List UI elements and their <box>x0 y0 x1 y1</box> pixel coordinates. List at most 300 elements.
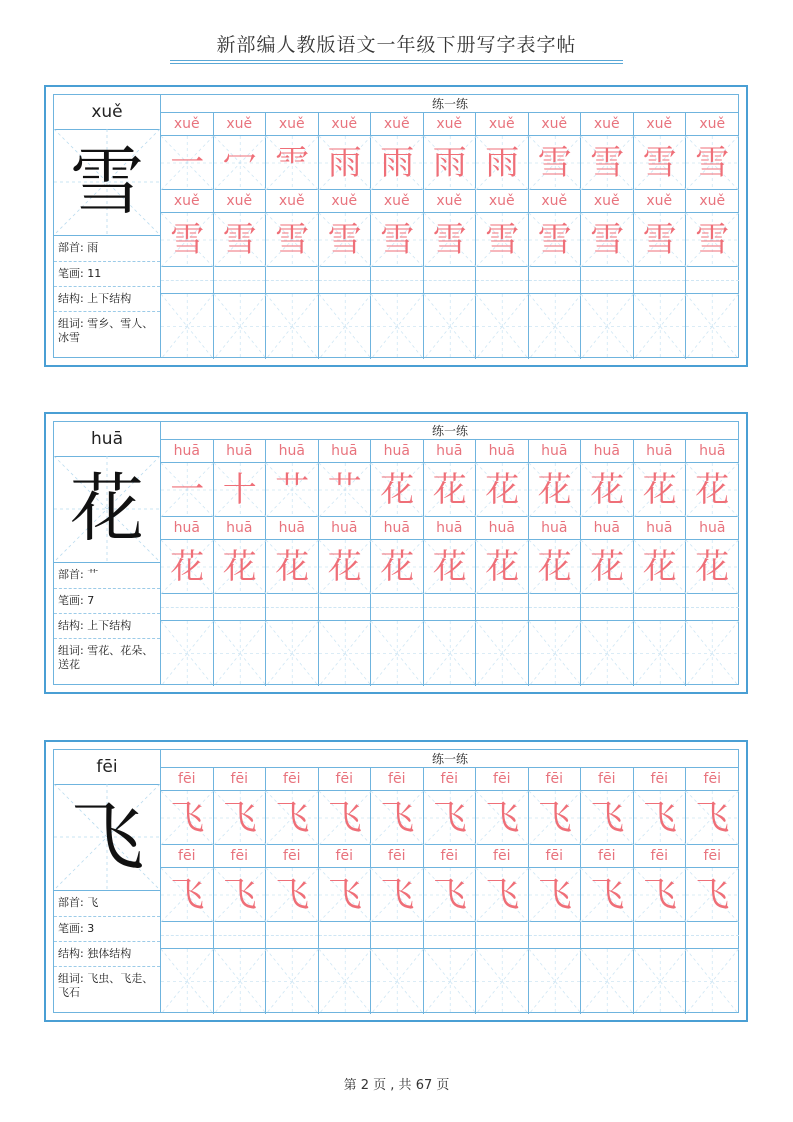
char-model: 雪 <box>70 139 144 225</box>
pinyin-cell: huā <box>529 517 582 540</box>
blank-pinyin-cell[interactable] <box>319 267 372 294</box>
blank-writing-cell[interactable] <box>424 294 477 359</box>
trace-char: 雨 <box>432 143 467 183</box>
trace-char: 艹 <box>275 470 310 510</box>
pinyin-cell: fēi <box>581 845 634 868</box>
pinyin-cell: xuě <box>161 113 214 136</box>
trace-cell <box>266 463 319 517</box>
blank-pinyin-cell[interactable] <box>581 267 634 294</box>
trace-cell <box>424 868 477 922</box>
trace-char: 飞 <box>222 875 257 915</box>
pinyin-cell: xuě <box>319 113 372 136</box>
trace-cell <box>476 136 529 190</box>
blank-pinyin-cell[interactable] <box>214 594 267 621</box>
blank-writing-cell[interactable] <box>581 621 634 686</box>
pinyin-cell: xuě <box>581 113 634 136</box>
trace-char: 雪 <box>590 220 625 260</box>
char-card-2 <box>44 740 748 1022</box>
blank-pinyin-cell[interactable] <box>581 922 634 949</box>
char-model-box <box>54 129 160 236</box>
blank-pinyin-cell[interactable] <box>424 267 477 294</box>
trace-char: 飞 <box>695 798 730 838</box>
trace-char: 飞 <box>327 875 362 915</box>
trace-cell <box>371 213 424 267</box>
blank-writing-cell[interactable] <box>529 621 582 686</box>
trace-cell <box>634 213 687 267</box>
blank-writing-cell[interactable] <box>424 621 477 686</box>
pinyin-cell: fēi <box>319 768 372 791</box>
char-words: 组词: 飞虫、飞走、飞石 <box>58 972 154 999</box>
blank-pinyin-cell[interactable] <box>634 267 687 294</box>
blank-writing-cell[interactable] <box>214 949 267 1014</box>
info-divider <box>54 286 160 287</box>
trace-cell <box>371 136 424 190</box>
pinyin-cell: fēi <box>319 845 372 868</box>
char-strokes: 笔画: 3 <box>58 922 95 935</box>
trace-char: 花 <box>432 470 467 510</box>
blank-writing-cell[interactable] <box>476 621 529 686</box>
blank-pinyin-cell[interactable] <box>214 267 267 294</box>
blank-writing-cell[interactable] <box>319 621 372 686</box>
char-words: 组词: 雪乡、雪人、冰雪 <box>58 317 154 344</box>
char-model-box <box>54 456 160 563</box>
blank-writing-cell[interactable] <box>686 621 739 686</box>
pinyin-cell: huā <box>161 440 214 463</box>
blank-writing-cell[interactable] <box>581 294 634 359</box>
trace-char: 花 <box>222 547 257 587</box>
pinyin-cell: fēi <box>161 768 214 791</box>
page-title: 新部编人教版语文一年级下册写字表字帖 <box>216 34 577 56</box>
pinyin-cell: fēi <box>686 845 739 868</box>
char-structure: 结构: 上下结构 <box>58 292 132 305</box>
pinyin-cell: xuě <box>371 113 424 136</box>
trace-char: 雪 <box>275 220 310 260</box>
trace-cell <box>214 791 267 845</box>
trace-cell <box>529 213 582 267</box>
trace-char: 花 <box>275 547 310 587</box>
blank-writing-cell[interactable] <box>319 294 372 359</box>
trace-cell <box>319 791 372 845</box>
trace-cell <box>686 213 739 267</box>
trace-cell <box>319 540 372 594</box>
pinyin-cell: xuě <box>214 190 267 213</box>
char-model: 花 <box>70 466 144 552</box>
trace-char: 花 <box>642 547 677 587</box>
trace-cell <box>581 791 634 845</box>
trace-cell <box>529 463 582 517</box>
trace-char: 雪 <box>222 220 257 260</box>
blank-writing-cell[interactable] <box>266 949 319 1014</box>
trace-cell <box>686 868 739 922</box>
trace-cell <box>161 463 214 517</box>
info-divider <box>54 966 160 967</box>
pinyin-cell: xuě <box>424 113 477 136</box>
pinyin-cell: huā <box>686 517 739 540</box>
blank-pinyin-cell[interactable] <box>319 594 372 621</box>
blank-writing-cell[interactable] <box>476 949 529 1014</box>
blank-pinyin-cell[interactable] <box>161 267 214 294</box>
char-card-inner <box>53 749 739 1013</box>
info-divider <box>54 311 160 312</box>
trace-char: 雪 <box>537 220 572 260</box>
trace-char: 花 <box>590 547 625 587</box>
blank-pinyin-cell[interactable] <box>634 922 687 949</box>
pinyin-cell: fēi <box>529 768 582 791</box>
pinyin-cell: huā <box>214 517 267 540</box>
trace-char: 花 <box>380 547 415 587</box>
trace-char: 雪 <box>642 143 677 183</box>
trace-char: 花 <box>695 470 730 510</box>
blank-pinyin-cell[interactable] <box>266 922 319 949</box>
trace-char: 飞 <box>380 875 415 915</box>
trace-char: 花 <box>695 547 730 587</box>
char-info-panel <box>54 422 161 684</box>
pinyin-cell: fēi <box>686 768 739 791</box>
trace-char: 雪 <box>590 143 625 183</box>
blank-pinyin-cell[interactable] <box>634 594 687 621</box>
practice-label: 练一练 <box>161 422 739 440</box>
pinyin-cell: fēi <box>634 768 687 791</box>
trace-char: 飞 <box>537 875 572 915</box>
info-divider <box>54 613 160 614</box>
pinyin-cell: huā <box>371 517 424 540</box>
pinyin-cell: huā <box>161 517 214 540</box>
char-pinyin: fēi <box>54 750 160 785</box>
blank-pinyin-cell[interactable] <box>266 267 319 294</box>
char-info-panel <box>54 95 161 357</box>
trace-cell <box>529 868 582 922</box>
trace-char: 雪 <box>695 220 730 260</box>
pinyin-cell: huā <box>424 440 477 463</box>
pinyin-cell: xuě <box>424 190 477 213</box>
pinyin-cell: fēi <box>214 768 267 791</box>
trace-cell <box>424 463 477 517</box>
blank-writing-cell[interactable] <box>161 294 214 359</box>
trace-char: 飞 <box>590 875 625 915</box>
pinyin-cell: fēi <box>476 845 529 868</box>
blank-writing-cell[interactable] <box>266 294 319 359</box>
pinyin-cell: xuě <box>371 190 424 213</box>
char-strokes: 笔画: 11 <box>58 267 102 280</box>
blank-pinyin-cell[interactable] <box>371 267 424 294</box>
trace-char: 飞 <box>432 798 467 838</box>
title-underline <box>170 60 623 61</box>
blank-pinyin-cell[interactable] <box>686 594 739 621</box>
page-footer: 第 2 页 , 共 67 页 <box>343 1078 450 1093</box>
trace-cell <box>214 463 267 517</box>
trace-cell <box>424 136 477 190</box>
trace-char: 飞 <box>170 798 205 838</box>
trace-cell <box>214 136 267 190</box>
pinyin-cell: huā <box>476 517 529 540</box>
trace-char: 飞 <box>275 798 310 838</box>
trace-cell <box>161 213 214 267</box>
trace-char: 飞 <box>537 798 572 838</box>
trace-char: 雪 <box>380 220 415 260</box>
pinyin-cell: huā <box>266 517 319 540</box>
blank-pinyin-cell[interactable] <box>371 922 424 949</box>
blank-writing-cell[interactable] <box>424 949 477 1014</box>
pinyin-cell: xuě <box>581 190 634 213</box>
trace-cell <box>214 213 267 267</box>
trace-cell <box>424 540 477 594</box>
blank-pinyin-cell[interactable] <box>266 594 319 621</box>
pinyin-cell: fēi <box>266 845 319 868</box>
trace-cell <box>319 868 372 922</box>
char-card-inner <box>53 94 739 358</box>
pinyin-cell: xuě <box>266 190 319 213</box>
trace-char: 雨 <box>327 143 362 183</box>
pinyin-cell: fēi <box>476 768 529 791</box>
pinyin-cell: fēi <box>214 845 267 868</box>
blank-pinyin-cell[interactable] <box>686 922 739 949</box>
pinyin-cell: huā <box>476 440 529 463</box>
trace-cell <box>581 213 634 267</box>
trace-char: 雪 <box>642 220 677 260</box>
blank-writing-cell[interactable] <box>634 949 687 1014</box>
trace-cell <box>529 136 582 190</box>
trace-char: 雪 <box>432 220 467 260</box>
practice-label: 练一练 <box>161 95 739 113</box>
trace-char: 飞 <box>485 798 520 838</box>
blank-pinyin-cell[interactable] <box>424 922 477 949</box>
char-card-1 <box>44 412 748 694</box>
trace-cell <box>266 136 319 190</box>
pinyin-cell: huā <box>634 517 687 540</box>
pinyin-cell: huā <box>634 440 687 463</box>
trace-char: 雪 <box>537 143 572 183</box>
trace-cell <box>476 791 529 845</box>
trace-char: 飞 <box>170 875 205 915</box>
trace-cell <box>266 213 319 267</box>
blank-writing-cell[interactable] <box>634 621 687 686</box>
blank-pinyin-cell[interactable] <box>319 922 372 949</box>
trace-cell <box>686 136 739 190</box>
trace-cell <box>266 868 319 922</box>
pinyin-cell: xuě <box>686 113 739 136</box>
blank-pinyin-cell[interactable] <box>476 594 529 621</box>
char-radical: 部首: 飞 <box>58 896 99 909</box>
blank-pinyin-cell[interactable] <box>476 922 529 949</box>
trace-char: 飞 <box>222 798 257 838</box>
trace-cell <box>634 791 687 845</box>
pinyin-cell: huā <box>371 440 424 463</box>
blank-writing-cell[interactable] <box>371 294 424 359</box>
trace-cell <box>319 463 372 517</box>
blank-pinyin-cell[interactable] <box>686 267 739 294</box>
pinyin-cell: xuě <box>214 113 267 136</box>
char-structure: 结构: 独体结构 <box>58 947 132 960</box>
pinyin-cell: xuě <box>634 113 687 136</box>
trace-char: 雨 <box>380 143 415 183</box>
blank-writing-cell[interactable] <box>266 621 319 686</box>
pinyin-cell: xuě <box>266 113 319 136</box>
trace-char: 十 <box>222 470 257 510</box>
trace-cell <box>424 791 477 845</box>
char-words: 组词: 雪花、花朵、送花 <box>58 644 154 671</box>
trace-cell <box>161 791 214 845</box>
char-strokes: 笔画: 7 <box>58 594 95 607</box>
trace-char: 花 <box>170 547 205 587</box>
char-pinyin: xuě <box>54 95 160 130</box>
blank-writing-cell[interactable] <box>686 294 739 359</box>
trace-char: 飞 <box>275 875 310 915</box>
trace-cell <box>371 791 424 845</box>
pinyin-cell: xuě <box>319 190 372 213</box>
info-divider <box>54 916 160 917</box>
blank-writing-cell[interactable] <box>319 949 372 1014</box>
pinyin-cell: fēi <box>424 768 477 791</box>
pinyin-cell: fēi <box>371 768 424 791</box>
trace-cell <box>529 540 582 594</box>
pinyin-cell: fēi <box>529 845 582 868</box>
pinyin-cell: fēi <box>424 845 477 868</box>
char-pinyin: huā <box>54 422 160 457</box>
pinyin-cell: huā <box>214 440 267 463</box>
char-radical: 部首: 艹 <box>58 568 99 581</box>
trace-char: 飞 <box>642 875 677 915</box>
trace-char: ⼍ <box>222 143 257 183</box>
trace-cell <box>371 540 424 594</box>
char-card-0 <box>44 85 748 367</box>
char-model: 飞 <box>70 794 144 880</box>
trace-cell <box>319 213 372 267</box>
pinyin-cell: huā <box>686 440 739 463</box>
info-divider <box>54 638 160 639</box>
pinyin-cell: huā <box>319 440 372 463</box>
blank-writing-cell[interactable] <box>161 949 214 1014</box>
pinyin-cell: xuě <box>634 190 687 213</box>
blank-writing-cell[interactable] <box>581 949 634 1014</box>
pinyin-cell: xuě <box>161 190 214 213</box>
char-model-box <box>54 784 160 891</box>
pinyin-cell: huā <box>581 517 634 540</box>
pinyin-cell: fēi <box>634 845 687 868</box>
blank-writing-cell[interactable] <box>686 949 739 1014</box>
blank-pinyin-cell[interactable] <box>161 594 214 621</box>
blank-pinyin-cell[interactable] <box>161 922 214 949</box>
char-info-panel <box>54 750 161 1012</box>
blank-writing-cell[interactable] <box>214 621 267 686</box>
trace-char: 飞 <box>695 875 730 915</box>
trace-cell <box>634 463 687 517</box>
trace-char: 飞 <box>432 875 467 915</box>
trace-char: ⼀ <box>170 143 205 183</box>
blank-pinyin-cell[interactable] <box>529 267 582 294</box>
info-divider <box>54 941 160 942</box>
trace-char: 花 <box>537 547 572 587</box>
trace-cell <box>371 463 424 517</box>
trace-cell <box>214 540 267 594</box>
trace-cell <box>581 868 634 922</box>
trace-cell <box>161 136 214 190</box>
blank-writing-cell[interactable] <box>529 949 582 1014</box>
trace-char: 艹 <box>327 470 362 510</box>
pinyin-cell: xuě <box>686 190 739 213</box>
pinyin-cell: huā <box>529 440 582 463</box>
trace-cell <box>686 791 739 845</box>
blank-pinyin-cell[interactable] <box>529 922 582 949</box>
trace-cell <box>634 868 687 922</box>
blank-writing-cell[interactable] <box>161 621 214 686</box>
char-radical: 部首: 雨 <box>58 241 99 254</box>
blank-writing-cell[interactable] <box>214 294 267 359</box>
trace-cell <box>319 136 372 190</box>
blank-pinyin-cell[interactable] <box>581 594 634 621</box>
trace-cell <box>581 540 634 594</box>
trace-char: 一 <box>170 470 205 510</box>
blank-writing-cell[interactable] <box>476 294 529 359</box>
trace-cell <box>424 213 477 267</box>
trace-char: 花 <box>590 470 625 510</box>
trace-char: 飞 <box>642 798 677 838</box>
trace-cell <box>686 463 739 517</box>
trace-char: 花 <box>327 547 362 587</box>
pinyin-cell: xuě <box>529 190 582 213</box>
trace-cell <box>476 540 529 594</box>
pinyin-cell: xuě <box>476 190 529 213</box>
pinyin-cell: huā <box>319 517 372 540</box>
pinyin-cell: xuě <box>476 113 529 136</box>
title-underline-2 <box>170 63 623 64</box>
blank-writing-cell[interactable] <box>529 294 582 359</box>
blank-pinyin-cell[interactable] <box>476 267 529 294</box>
trace-cell <box>476 463 529 517</box>
char-card-inner <box>53 421 739 685</box>
trace-cell <box>266 540 319 594</box>
blank-pinyin-cell[interactable] <box>214 922 267 949</box>
pinyin-cell: huā <box>424 517 477 540</box>
pinyin-cell: fēi <box>266 768 319 791</box>
trace-char: ⻗ <box>275 143 310 183</box>
blank-writing-cell[interactable] <box>371 621 424 686</box>
trace-char: 雪 <box>170 220 205 260</box>
blank-pinyin-cell[interactable] <box>371 594 424 621</box>
blank-writing-cell[interactable] <box>634 294 687 359</box>
trace-cell <box>476 868 529 922</box>
pinyin-cell: fēi <box>371 845 424 868</box>
blank-pinyin-cell[interactable] <box>529 594 582 621</box>
trace-cell <box>581 463 634 517</box>
pinyin-cell: huā <box>266 440 319 463</box>
pinyin-cell: fēi <box>581 768 634 791</box>
trace-char: 雪 <box>327 220 362 260</box>
trace-char: 花 <box>380 470 415 510</box>
trace-char: 雨 <box>485 143 520 183</box>
blank-pinyin-cell[interactable] <box>424 594 477 621</box>
info-divider <box>54 261 160 262</box>
pinyin-cell: huā <box>581 440 634 463</box>
trace-cell <box>529 791 582 845</box>
trace-char: 飞 <box>380 798 415 838</box>
trace-char: 花 <box>432 547 467 587</box>
blank-writing-cell[interactable] <box>371 949 424 1014</box>
trace-cell <box>266 791 319 845</box>
pinyin-cell: fēi <box>161 845 214 868</box>
trace-cell <box>634 136 687 190</box>
trace-char: 花 <box>485 470 520 510</box>
trace-char: 花 <box>537 470 572 510</box>
trace-cell <box>476 213 529 267</box>
trace-cell <box>161 540 214 594</box>
practice-label: 练一练 <box>161 750 739 768</box>
trace-cell <box>581 136 634 190</box>
pinyin-cell: xuě <box>529 113 582 136</box>
trace-cell <box>214 868 267 922</box>
trace-char: 飞 <box>485 875 520 915</box>
info-divider <box>54 588 160 589</box>
trace-cell <box>634 540 687 594</box>
